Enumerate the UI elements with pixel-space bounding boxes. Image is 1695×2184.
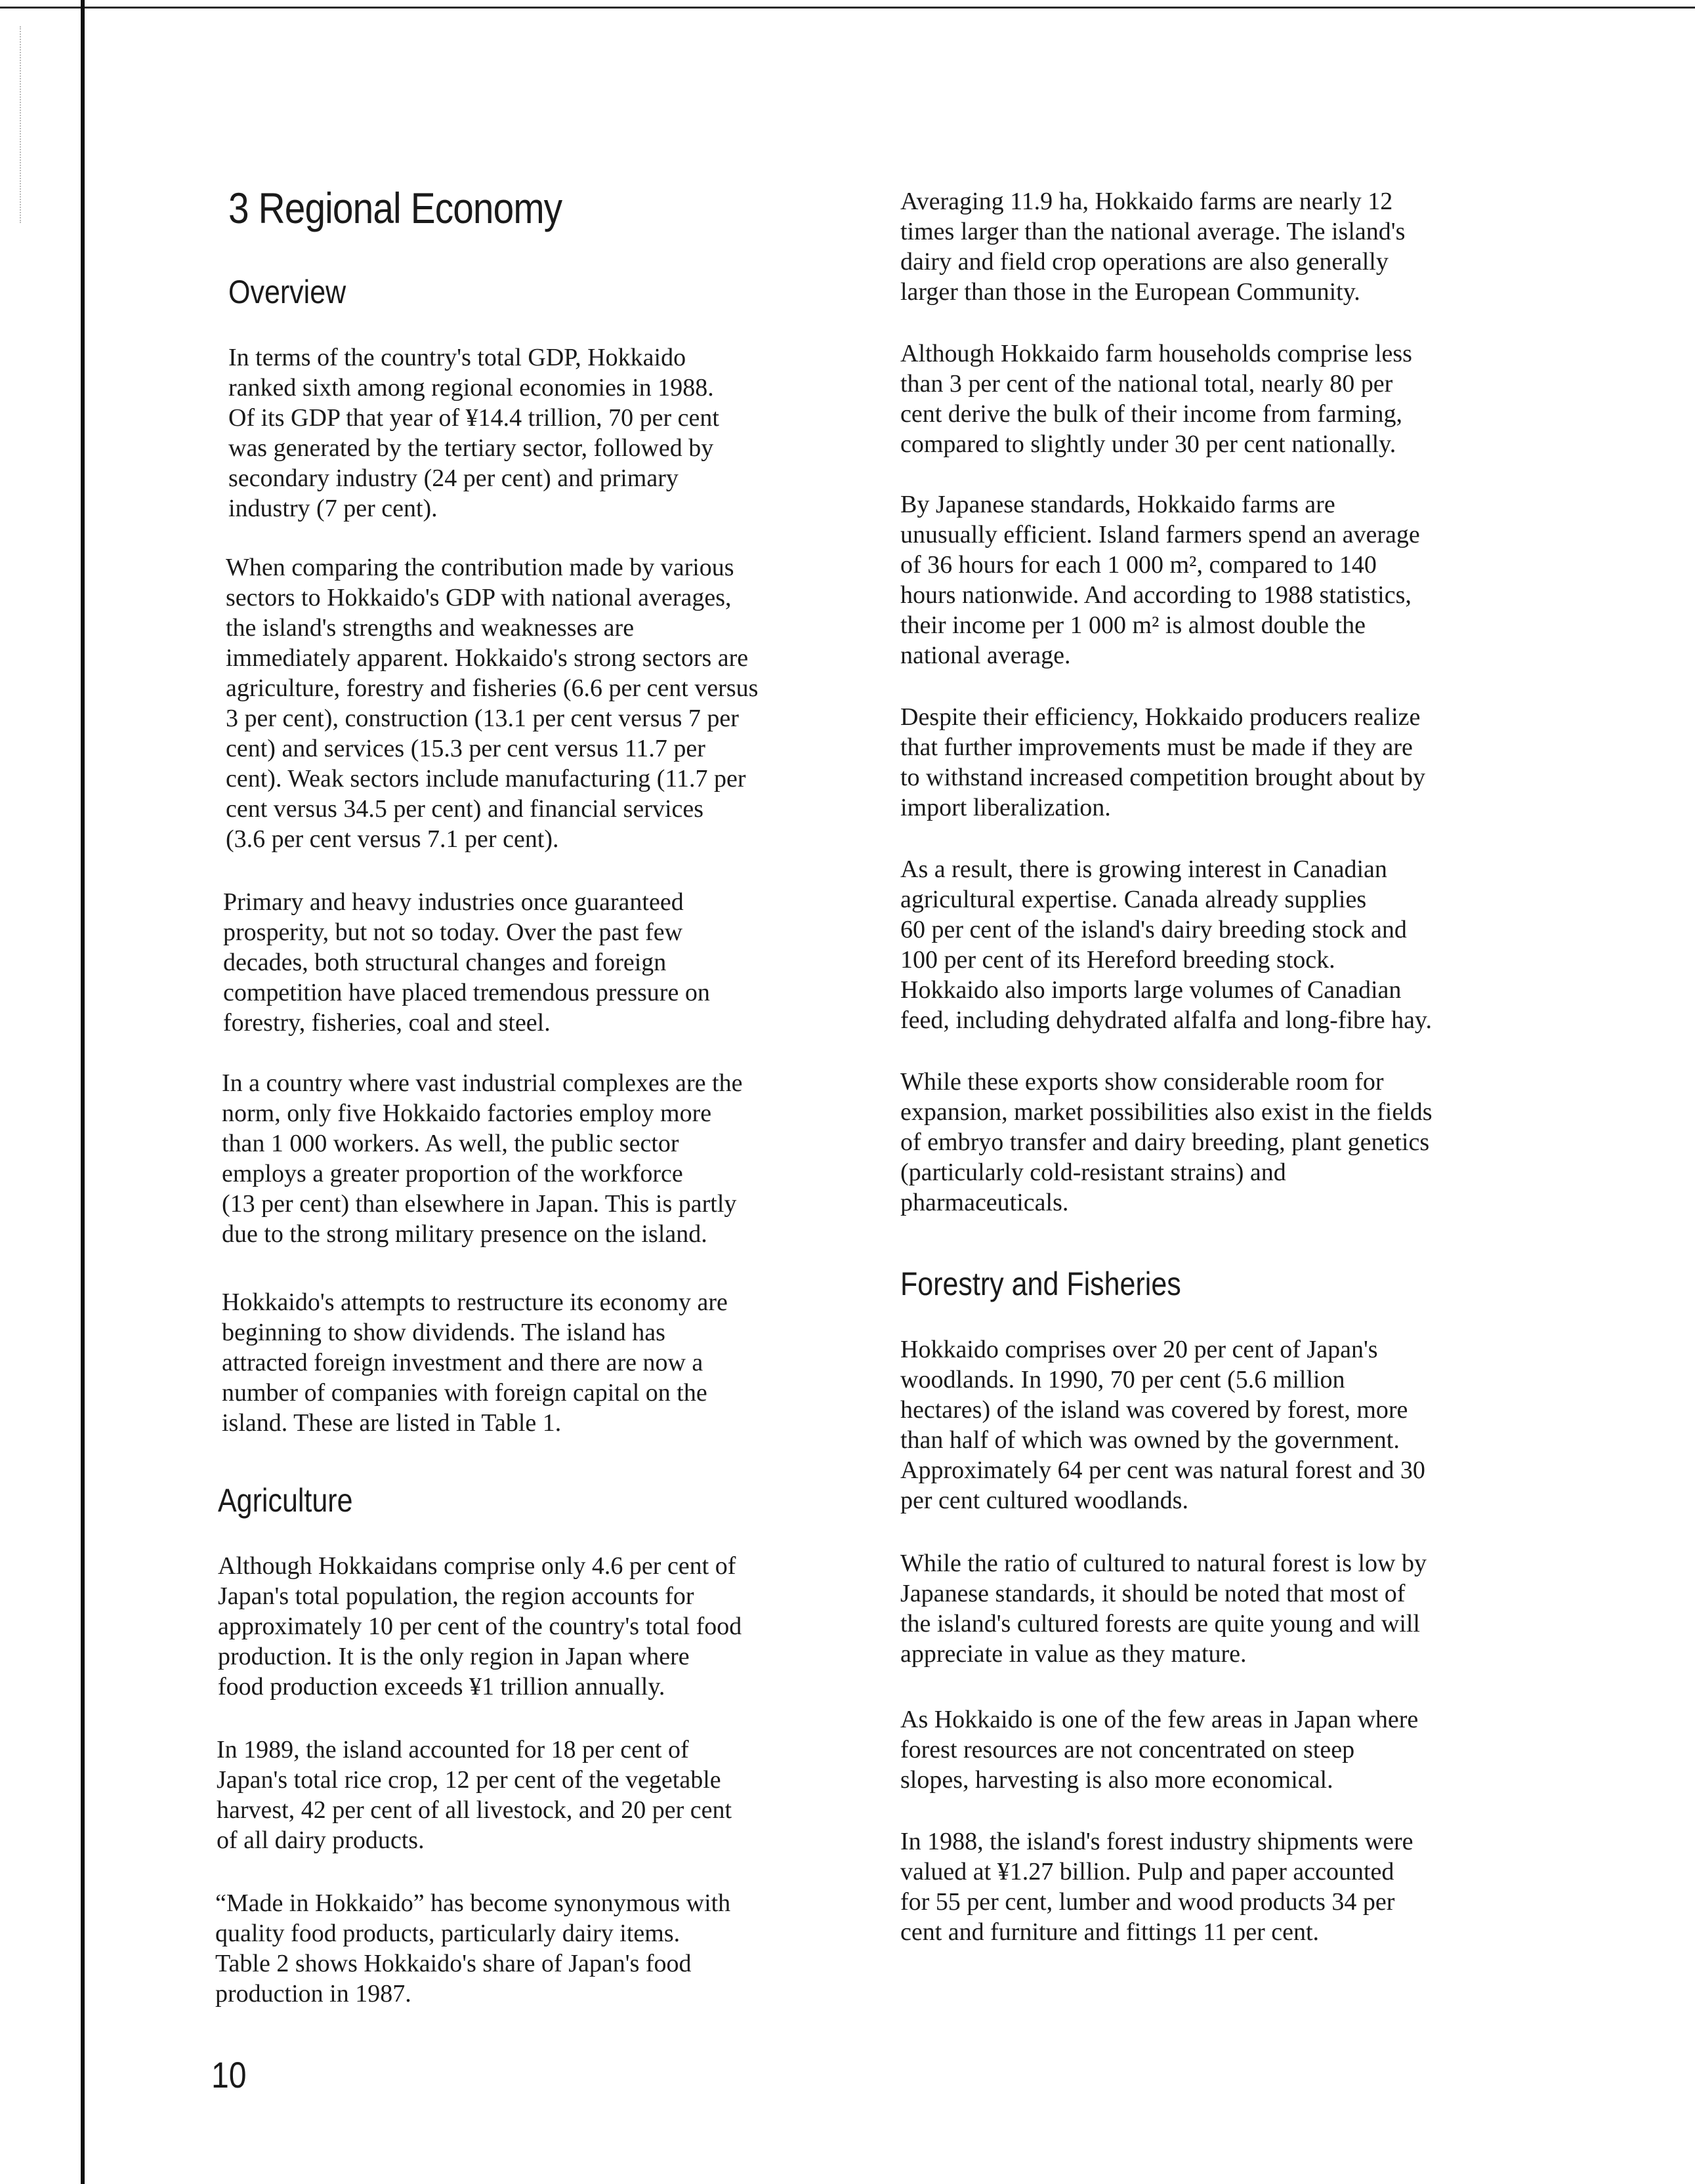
paragraph: In terms of the country's total GDP, Hokkaido ranked sixth among regional economies in 1988. Of its GDP that year of ¥14.4 trillion, 70 per cent was generated by the tertiary sector, followed by secondary industry (24 per cent) and primary industry (7 per cent). — [228, 344, 719, 522]
paragraph: In 1988, the island's forest industry shipments were valued at ¥1.27 billion. Pulp and paper accounted for 55 per cent, lumber and wood products 34 per cent and furniture and fittings 11 per cent. — [900, 1828, 1413, 1946]
paragraph: “Made in Hokkaido” has become synonymous with quality food products, particularly dairy items. Table 2 shows Hokkaido's share of Japan's food production in 1987. — [215, 1889, 731, 2008]
paragraph: Primary and heavy industries once guaranteed prosperity, but not so today. Over the past few decades, both structural changes and foreign competition have placed tremendous pressure on forestry, fisheries, coal and steel. — [223, 888, 710, 1037]
paragraph: As Hokkaido is one of the few areas in Japan where forest resources are not concentrated on steep slopes, harvesting is also more economical. — [900, 1706, 1419, 1794]
paragraph: Hokkaido comprises over 20 per cent of Japan's woodlands. In 1990, 70 per cent (5.6 million hectares) of the island was covered by forest, more than half of which was owned by the government. Approximately 64 per cent was natural forest and 30 per cent cultured woodlands. — [900, 1336, 1425, 1514]
paragraph: Despite their efficiency, Hokkaido producers realize that further improvements must be made if they are to withstand increased competition brought about by import liberalization. — [900, 703, 1425, 821]
paragraph: While these exports show considerable room for expansion, market possibilities also exist in the fields of embryo transfer and dairy breeding, plant genetics (particularly cold-resistant strains) and pharmaceuticals. — [900, 1068, 1433, 1216]
paragraph: As a result, there is growing interest in Canadian agricultural expertise. Canada already supplies 60 per cent of the island's dairy breeding stock and 100 per cent of its Hereford breeding stock. Hokkaido also imports large volumes of Canadian feed, including dehydrated alfalfa and long-fibre hay. — [900, 855, 1432, 1034]
paragraph: Although Hokkaidans comprise only 4.6 per cent of Japan's total population, the region accounts for approximately 10 per cent of the country's total food production. It is the only region in Japan where food production exceeds ¥1 trillion annually. — [218, 1552, 742, 1700]
paragraph: In 1989, the island accounted for 18 per cent of Japan's total rice crop, 12 per cent of the vegetable harvest, 42 per cent of all livestock, and 20 per cent of all dairy products. — [217, 1736, 732, 1854]
binding-rule — [81, 0, 85, 2184]
paragraph: By Japanese standards, Hokkaido farms are unusually efficient. Island farmers spend an average of 36 hours for each 1 000 m², compared to 140 hours nationwide. And according to 1988 statistics, their income per 1 000 m² is almost double the national average. — [900, 491, 1420, 669]
section-heading-overview: Overview — [228, 274, 346, 310]
paragraph: Hokkaido's attempts to restructure its economy are beginning to show dividends. The island has attracted foreign investment and there are now a number of companies with foreign capital on the island. These are listed in Table 1. — [222, 1288, 728, 1437]
chapter-title: 3 Regional Economy — [228, 184, 562, 232]
paragraph: In a country where vast industrial complexes are the norm, only five Hokkaido factories employ more than 1 000 workers. As well, the public sector employs a greater proportion of the workforce (13 per cent) than elsewhere in Japan. This is partly due to the strong military presence on the island. — [222, 1069, 743, 1248]
section-heading-agriculture: Agriculture — [218, 1482, 353, 1519]
paragraph: While the ratio of cultured to natural forest is low by Japanese standards, it should be noted that most of the island's cultured forests are quite young and will appreciate in value as they mature. — [900, 1550, 1427, 1668]
paragraph: Averaging 11.9 ha, Hokkaido farms are nearly 12 times larger than the national average. The island's dairy and field crop operations are also generally larger than those in the European Community. — [900, 188, 1406, 306]
page-number: 10 — [211, 2054, 247, 2095]
scan-top-edge — [0, 7, 1695, 9]
paragraph: When comparing the contribution made by various sectors to Hokkaido's GDP with national averages, the island's strengths and weaknesses are immediately apparent. Hokkaido's strong sectors are agriculture, forestry and fisheries (6.6 per cent versus 3 per cent), construction (13.1 per cent versus 7 per cent) and services (15.3 per cent versus 11.7 per cent). Weak sectors include manufacturing (11.7 per cent versus 34.5 per cent) and financial services (3.6 per cent versus 7.1 per cent). — [226, 554, 759, 853]
paragraph: Although Hokkaido farm households comprise less than 3 per cent of the national total, nearly 80 per cent derive the bulk of their income from farming, compared to slightly under 30 per cent nationally. — [900, 340, 1412, 458]
scan-edge-marks — [20, 26, 24, 223]
section-heading-forestry-and-fisheries: Forestry and Fisheries — [900, 1266, 1181, 1302]
